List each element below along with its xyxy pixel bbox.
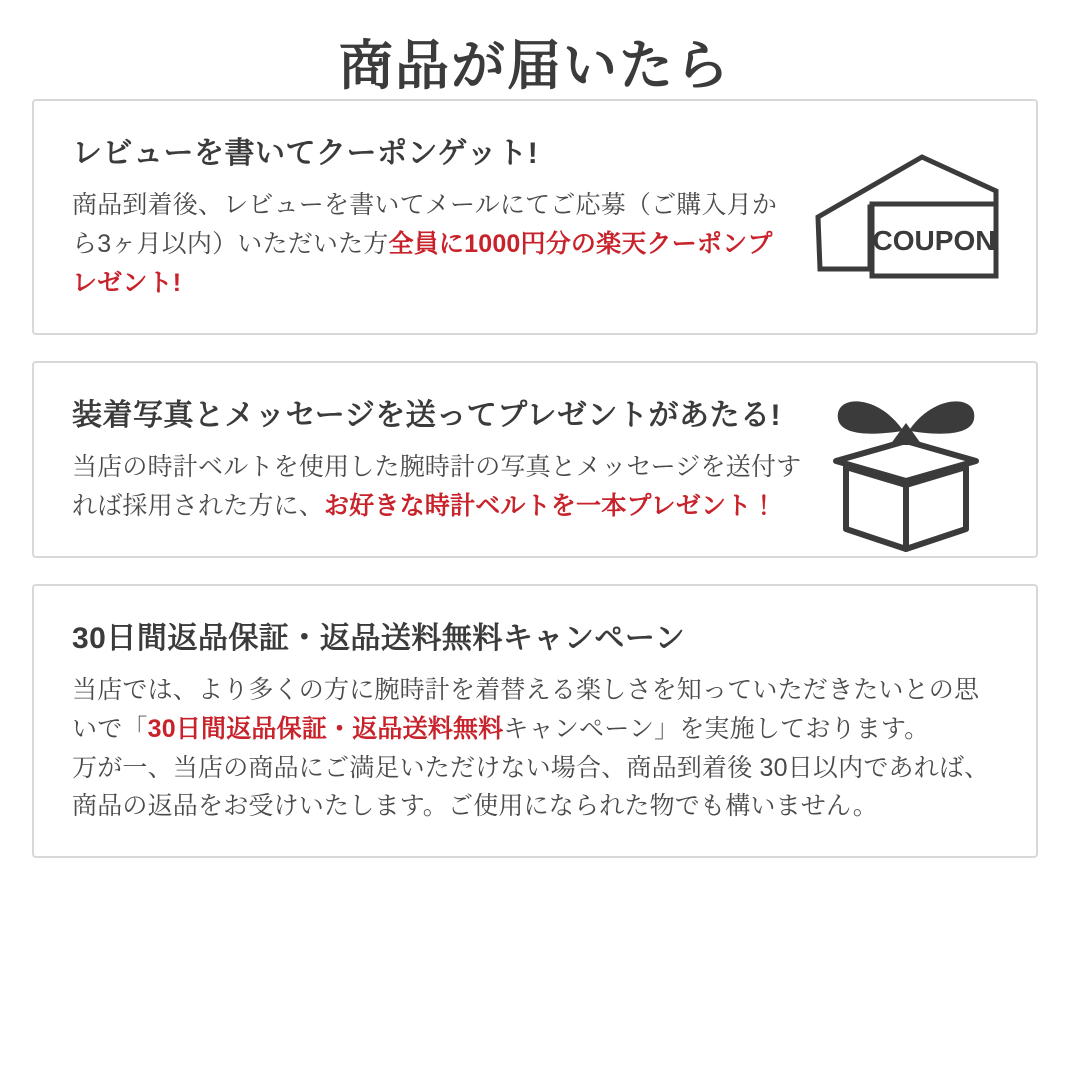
card-photo-body — [72, 448, 806, 526]
card-return-text-1: 当店では、より多くの方に腕時計を着替える楽しさを知っていただきたいとの思いで「 — [72, 676, 980, 743]
card-photo-text-emphasis: お好きな時計ベルトを一本プレゼント！ — [324, 491, 777, 520]
card-return — [32, 584, 1038, 859]
card-photo-text-1: 当店の時計ベルトを使用した腕時計の写真とメッセージを送付 — [72, 453, 777, 482]
card-review-text-1: 商品到着後、レビューを書いてメールにてご応募（ご購入月か — [72, 191, 778, 220]
card-review-heading: レビューを書いてクーポンゲット! — [72, 136, 539, 170]
coupon-icon-label: COUPON — [872, 224, 996, 256]
card-review — [32, 99, 1038, 335]
card-return-text-emphasis: 30日間返品保証・返品送料無料 — [147, 714, 504, 743]
card-photo-heading: 装着写真とメッセージを送ってプレゼントがあたる! — [72, 398, 781, 432]
card-return-text-2: キャンペーン」を実施しております。 — [503, 714, 930, 743]
card-review-text-2: ら3ヶ月以内）いただいた方 — [72, 230, 389, 259]
page-title: 商品が届いたら — [339, 36, 731, 96]
card-review-body — [72, 186, 796, 302]
card-photo-text-2: すれば採用された方に、 — [72, 453, 802, 520]
card-return-heading: 30日間返品保証・返品送料無料キャンペーン — [72, 621, 686, 655]
card-return-body — [72, 671, 998, 826]
card-review-text-emphasis: 全員に1000円分の楽天クーポンプレゼント! — [72, 230, 773, 297]
card-photo — [32, 361, 1038, 558]
card-return-text-3: 万が一、当店の商品にご満足いただけない場合、商品到着後 30日以内であれば、商品の返品をお受けいたします。ご使用になられた物でも構いません。 — [72, 753, 990, 821]
